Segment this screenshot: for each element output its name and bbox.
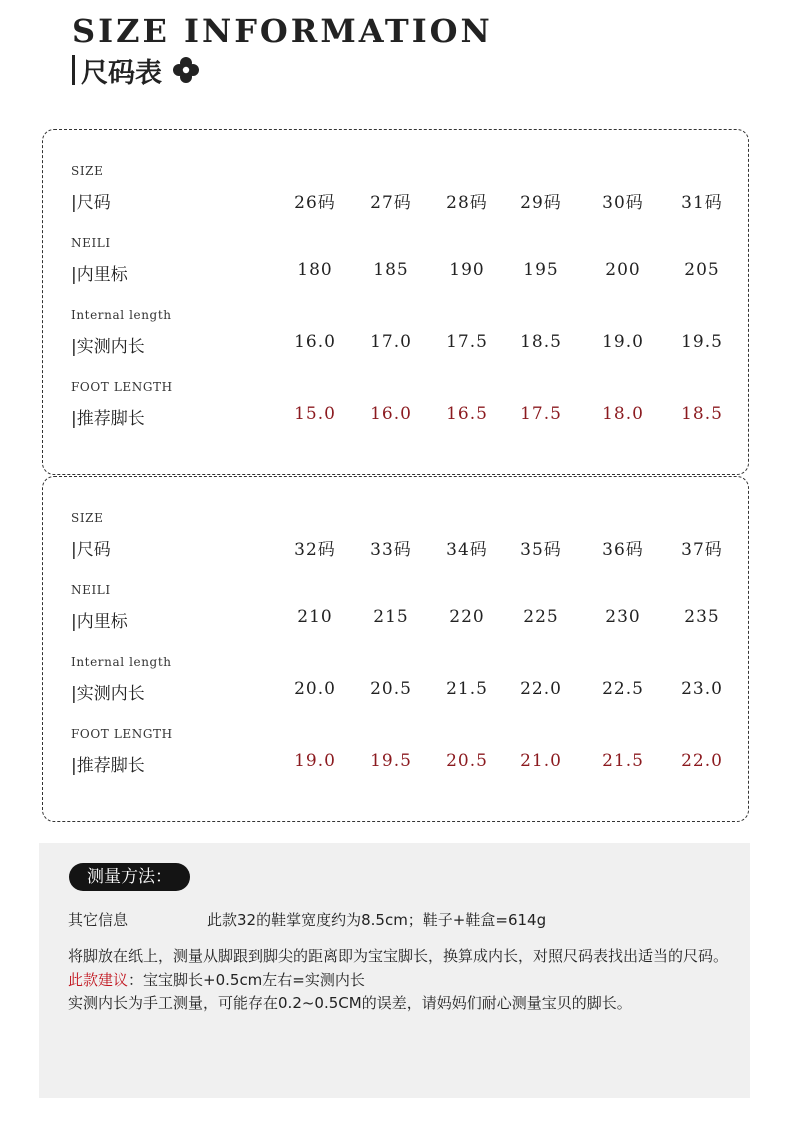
row-label-cn: |内里标 — [71, 265, 128, 285]
table-row-size — [43, 164, 748, 224]
table-cell: 26码 — [294, 193, 336, 213]
row-label-en: NEILI — [71, 236, 111, 250]
table-cell: 18.0 — [602, 404, 644, 424]
measurement-description — [68, 945, 738, 1016]
table-cell: 18.5 — [681, 404, 723, 424]
title-bar — [72, 55, 75, 85]
row-label-en: FOOT LENGTH — [71, 380, 173, 394]
table-cell: 215 — [373, 607, 409, 627]
table-cell: 16.0 — [294, 332, 336, 352]
table-cell: 235 — [684, 607, 720, 627]
table-cell: 17.5 — [446, 332, 488, 352]
table-cell: 37码 — [681, 540, 723, 560]
table-cell: 17.5 — [520, 404, 562, 424]
table-cell: 32码 — [294, 540, 336, 560]
table-cell: 230 — [605, 607, 641, 627]
table-cell: 18.5 — [520, 332, 562, 352]
table-cell: 16.0 — [370, 404, 412, 424]
other-info-label: 其它信息 — [68, 911, 129, 929]
row-label-en: Internal length — [71, 655, 172, 669]
measurement-heading: 测量方法： — [69, 863, 190, 891]
row-label-cn: |尺码 — [71, 540, 111, 560]
table-cell: 23.0 — [681, 679, 723, 699]
row-label-en: Internal length — [71, 308, 172, 322]
size-table-2 — [42, 476, 749, 822]
measurement-error-note: 实测内长为手工测量，可能存在0.2~0.5CM的误差，请妈妈们耐心测量宝贝的脚长。 — [68, 994, 632, 1012]
table-cell: 28码 — [446, 193, 488, 213]
table-cell: 34码 — [446, 540, 488, 560]
table-cell: 27码 — [370, 193, 412, 213]
table-cell: 19.5 — [681, 332, 723, 352]
table-cell: 200 — [605, 260, 641, 280]
table-cell: 185 — [373, 260, 409, 280]
table-cell: 17.0 — [370, 332, 412, 352]
table-cell: 22.0 — [520, 679, 562, 699]
table-cell: 205 — [684, 260, 720, 280]
table-cell: 20.5 — [446, 751, 488, 771]
table-cell: 20.5 — [370, 679, 412, 699]
table-cell: 21.5 — [446, 679, 488, 699]
table-cell: 16.5 — [446, 404, 488, 424]
row-label-cn: |内里标 — [71, 612, 128, 632]
page-title-cn-text: 尺码表 — [81, 57, 162, 89]
table-cell: 21.5 — [602, 751, 644, 771]
table-cell: 22.5 — [602, 679, 644, 699]
table-row-foot-length — [43, 727, 748, 787]
size-table-1 — [42, 129, 749, 475]
table-cell: 19.0 — [602, 332, 644, 352]
page-title-en: SIZE INFORMATION — [72, 12, 493, 50]
table-cell: 180 — [297, 260, 333, 280]
table-cell: 19.0 — [294, 751, 336, 771]
advice-label: 此款建议 — [68, 970, 129, 989]
table-cell: 30码 — [602, 193, 644, 213]
table-row-internal-length — [43, 655, 748, 715]
page-title-cn — [72, 52, 200, 88]
table-cell: 19.5 — [370, 751, 412, 771]
table-cell: 220 — [449, 607, 485, 627]
row-label-en: NEILI — [71, 583, 111, 597]
row-label-cn: |推荐脚长 — [71, 756, 145, 776]
table-cell: 29码 — [520, 193, 562, 213]
table-cell: 22.0 — [681, 751, 723, 771]
measurement-instructions: 将脚放在纸上，测量从脚跟到脚尖的距离即为宝宝脚长，换算成内长，对照尺码表找出适当的尺码。 — [68, 947, 729, 965]
table-cell: 195 — [523, 260, 559, 280]
table-row-size — [43, 511, 748, 571]
table-row-neili — [43, 236, 748, 296]
row-label-cn: |实测内长 — [71, 337, 145, 357]
measurement-panel — [39, 843, 750, 1098]
row-label-en: SIZE — [71, 164, 104, 178]
row-label-cn: |推荐脚长 — [71, 409, 145, 429]
other-info-value: 此款32的鞋掌宽度约为8.5cm；鞋子+鞋盒=614g — [207, 911, 547, 929]
table-row-internal-length — [43, 308, 748, 368]
table-cell: 225 — [523, 607, 559, 627]
table-cell: 33码 — [370, 540, 412, 560]
table-row-neili — [43, 583, 748, 643]
clover-icon — [172, 56, 200, 84]
row-label-en: FOOT LENGTH — [71, 727, 173, 741]
advice-text: ：宝宝脚长+0.5cm左右=实测内长 — [128, 970, 365, 989]
table-cell: 210 — [297, 607, 333, 627]
advice-line — [68, 969, 738, 993]
table-row-foot-length — [43, 380, 748, 440]
table-cell: 190 — [449, 260, 485, 280]
row-label-cn: |尺码 — [71, 193, 111, 213]
table-cell: 15.0 — [294, 404, 336, 424]
table-cell: 36码 — [602, 540, 644, 560]
table-cell: 35码 — [520, 540, 562, 560]
row-label-en: SIZE — [71, 511, 104, 525]
table-cell: 31码 — [681, 193, 723, 213]
row-label-cn: |实测内长 — [71, 684, 145, 704]
table-cell: 21.0 — [520, 751, 562, 771]
table-cell: 20.0 — [294, 679, 336, 699]
